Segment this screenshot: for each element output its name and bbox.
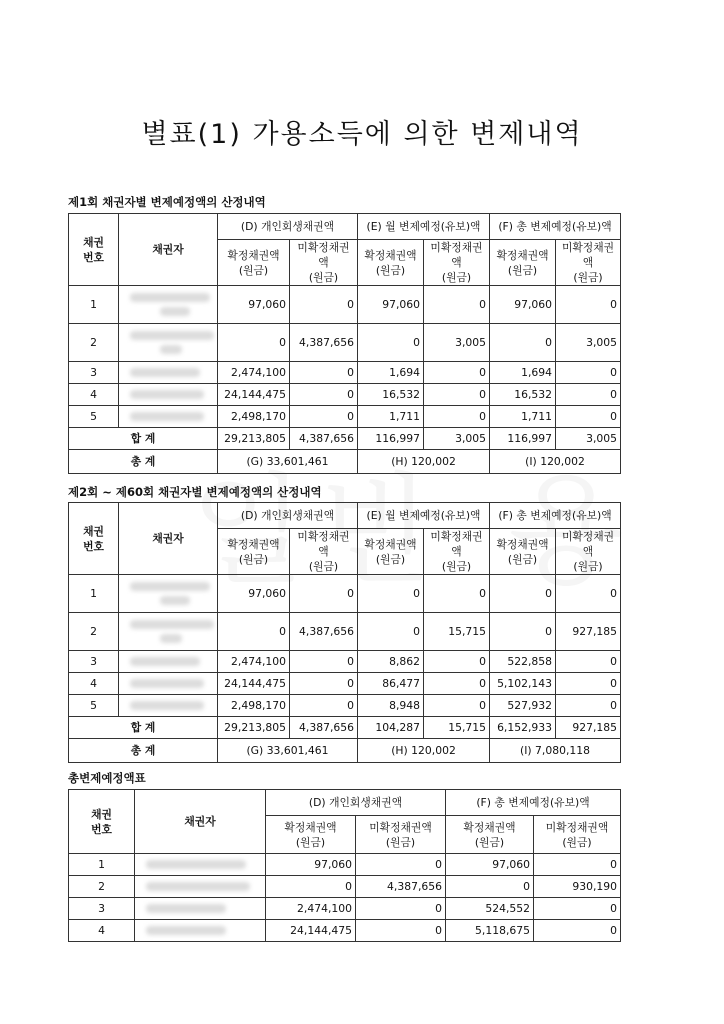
table-row: 2 0 4,387,656 0 15,715 0 927,185 <box>69 613 621 651</box>
col-header-f-confirmed: 확정채권액 (원금) <box>490 529 556 575</box>
col-header-e-unconfirmed: 미확정채권액 (원금) <box>424 240 490 286</box>
section1-table <box>68 213 621 474</box>
table-row: 3 2,474,100 0 524,552 0 <box>69 898 621 920</box>
grandtotal-row: 총 계 (G) 33,601,461 (H) 120,002 (I) 120,002 <box>69 450 621 474</box>
col-header-e-unconfirmed: 미확정채권액 (원금) <box>424 529 490 575</box>
col-header-e: (E) 월 변제예정(유보)액 <box>358 503 490 529</box>
table-row: 2 0 4,387,656 0 930,190 <box>69 876 621 898</box>
creditor-redacted <box>135 898 266 920</box>
creditor-redacted <box>119 613 218 651</box>
col-header-e-confirmed: 확정채권액 (원금) <box>358 240 424 286</box>
creditor-redacted <box>119 384 218 406</box>
table-row: 1 97,060 0 97,060 0 <box>69 854 621 876</box>
col-header-f-confirmed: 확정채권액 (원금) <box>490 240 556 286</box>
creditor-redacted <box>119 286 218 324</box>
col-header-no: 채권 번호 <box>69 790 135 854</box>
col-header-d-confirmed: 확정채권액 (원금) <box>218 240 290 286</box>
col-header-creditor: 채권자 <box>135 790 266 854</box>
section3-table <box>68 789 621 942</box>
table-row: 4 24,144,475 0 86,477 0 5,102,143 0 <box>69 673 621 695</box>
creditor-redacted <box>119 362 218 384</box>
col-header-d: (D) 개인회생채권액 <box>218 503 358 529</box>
creditor-redacted <box>119 575 218 613</box>
col-header-creditor: 채권자 <box>119 214 218 286</box>
table-row: 3 2,474,100 0 8,862 0 522,858 0 <box>69 651 621 673</box>
page-title: 별표(1) 가용소득에 의한 변제내역 <box>141 119 583 150</box>
col-header-f-unconfirmed: 미확정채권액 (원금) <box>534 816 621 854</box>
col-header-e-confirmed: 확정채권액 (원금) <box>358 529 424 575</box>
col-header-f-confirmed: 확정채권액 (원금) <box>446 816 534 854</box>
col-header-f: (F) 총 변제예정(유보)액 <box>490 214 621 240</box>
creditor-redacted <box>135 920 266 942</box>
grandtotal-row: 총 계 (G) 33,601,461 (H) 120,002 (I) 7,080,118 <box>69 739 621 763</box>
section1-title: 제1회 채권자별 변제예정액의 산정내역 <box>68 195 266 209</box>
subtotal-row: 합 계 29,213,805 4,387,656 104,287 15,715 6,152,933 927,185 <box>69 717 621 739</box>
col-header-d-unconfirmed: 미확정채권액 (원금) <box>290 529 358 575</box>
table-row: 1 97,060 0 0 0 0 0 <box>69 575 621 613</box>
table-row: 5 2,498,170 0 8,948 0 527,932 0 <box>69 695 621 717</box>
col-header-d-confirmed: 확정채권액 (원금) <box>218 529 290 575</box>
table-row: 4 24,144,475 0 5,118,675 0 <box>69 920 621 942</box>
col-header-f: (F) 총 변제예정(유보)액 <box>446 790 621 816</box>
section2-title: 제2회 ~ 제60회 채권자별 변제예정액의 산정내역 <box>68 485 322 499</box>
col-header-d-unconfirmed: 미확정채권액 (원금) <box>356 816 446 854</box>
col-header-f-unconfirmed: 미확정채권액 (원금) <box>556 240 621 286</box>
section2-table <box>68 502 621 763</box>
creditor-redacted <box>135 876 266 898</box>
table-row: 3 2,474,100 0 1,694 0 1,694 0 <box>69 362 621 384</box>
col-header-f: (F) 총 변제예정(유보)액 <box>490 503 621 529</box>
table-row: 2 0 4,387,656 0 3,005 0 3,005 <box>69 324 621 362</box>
col-header-d: (D) 개인회생채권액 <box>266 790 446 816</box>
col-header-creditor: 채권자 <box>119 503 218 575</box>
table-row: 1 97,060 0 97,060 0 97,060 0 <box>69 286 621 324</box>
creditor-redacted <box>119 324 218 362</box>
col-header-no: 채권 번호 <box>69 214 119 286</box>
creditor-redacted <box>119 673 218 695</box>
section3-title: 총변제예정액표 <box>68 771 146 785</box>
subtotal-row: 합 계 29,213,805 4,387,656 116,997 3,005 116,997 3,005 <box>69 428 621 450</box>
creditor-redacted <box>119 406 218 428</box>
creditor-redacted <box>135 854 266 876</box>
col-header-d: (D) 개인회생채권액 <box>218 214 358 240</box>
col-header-d-unconfirmed: 미확정채권액 (원금) <box>290 240 358 286</box>
col-header-no: 채권 번호 <box>69 503 119 575</box>
col-header-e: (E) 월 변제예정(유보)액 <box>358 214 490 240</box>
table-row: 4 24,144,475 0 16,532 0 16,532 0 <box>69 384 621 406</box>
col-header-f-unconfirmed: 미확정채권액 (원금) <box>556 529 621 575</box>
table-row: 5 2,498,170 0 1,711 0 1,711 0 <box>69 406 621 428</box>
creditor-redacted <box>119 695 218 717</box>
creditor-redacted <box>119 651 218 673</box>
col-header-d-confirmed: 확정채권액 (원금) <box>266 816 356 854</box>
